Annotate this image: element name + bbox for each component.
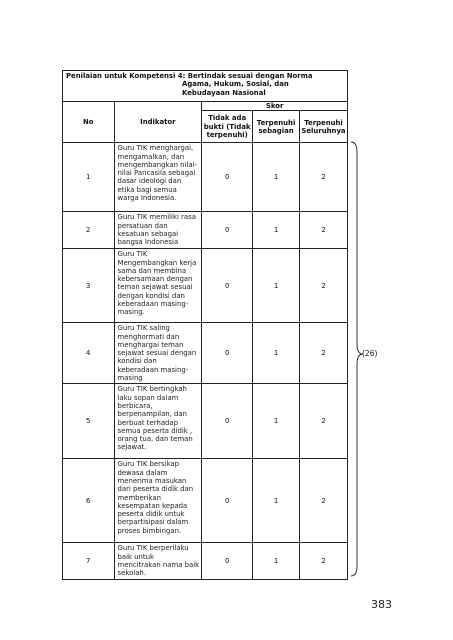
row-number: 7 — [63, 543, 115, 579]
row-score-0: 0 — [202, 249, 253, 323]
row-score-2: 2 — [300, 249, 348, 323]
row-number: 3 — [63, 249, 115, 323]
title-line-3: Kebudayaan Nasional — [182, 88, 266, 97]
total-score-label: (26) — [362, 349, 378, 358]
row-indicator: Guru TIK saling menghormati dan menghargai teman sejawat sesuai dengan kondisi dan keberadaan masing-masing — [114, 323, 202, 384]
row-score-2: 2 — [300, 212, 348, 249]
row-score-1: 1 — [253, 459, 300, 543]
row-score-2: 2 — [300, 543, 348, 579]
row-number: 1 — [63, 143, 115, 212]
table-row — [63, 212, 348, 249]
header-score-2: Terpenuhi Seluruhnya — [300, 111, 348, 143]
row-number: 2 — [63, 212, 115, 249]
row-score-1: 1 — [253, 543, 300, 579]
header-score-1: Terpenuhi sebagian — [253, 111, 300, 143]
row-score-0: 0 — [202, 543, 253, 579]
row-indicator: Guru TIK menghargai, mengamalkan, dan mengembangkan nilai-nilai Pancasila sebagai dasar ideologi dan etika bagi semua warga Indonesia. — [114, 143, 202, 212]
row-indicator: Guru TIK bersikap dewasa dalam menerima masukan dari peserta didik dan memberikan kesempatan kepada peserta didik untuk berpartisipasi dalam proses bimbingan. — [114, 459, 202, 543]
table-title — [63, 71, 348, 102]
row-number: 6 — [63, 459, 115, 543]
curly-brace-icon — [350, 140, 364, 580]
row-score-2: 2 — [300, 323, 348, 384]
row-score-1: 1 — [253, 212, 300, 249]
row-indicator: Guru TIK Mengembangkan kerja sama dan membina kebersamaan dengan teman sejawat sesuai dengan kondisi dan keberadaan masing-masing. — [114, 249, 202, 323]
table-row — [63, 323, 348, 384]
title-line-1: Penilaian untuk Kompetensi 4: Bertindak sesuai dengan Norma — [66, 72, 313, 80]
row-score-0: 0 — [202, 143, 253, 212]
row-score-1: 1 — [253, 249, 300, 323]
row-score-0: 0 — [202, 323, 253, 384]
header-skor: Skor — [202, 102, 348, 111]
row-score-2: 2 — [300, 384, 348, 459]
row-score-2: 2 — [300, 143, 348, 212]
row-number: 5 — [63, 384, 115, 459]
row-indicator: Guru TIK bertingkah laku sopan dalam berbicara, berpenampilan, dan berbuat terhadap semua peserta didik , orang tua, dan teman sejawat. — [114, 384, 202, 459]
row-score-1: 1 — [253, 143, 300, 212]
header-no: No — [63, 102, 115, 143]
row-score-1: 1 — [253, 323, 300, 384]
row-score-0: 0 — [202, 384, 253, 459]
title-line-2: Agama, Hukum, Sosial, dan — [182, 80, 289, 89]
header-score-0: Tidak ada bukti (Tidak terpenuhi) — [202, 111, 253, 143]
row-indicator: Guru TIK berperilaku baik untuk mencitrakan nama baik sekolah. — [114, 543, 202, 579]
table-row — [63, 459, 348, 543]
assessment-table — [62, 70, 348, 580]
row-indicator: Guru TIK memiliki rasa persatuan dan kesatuan sebagai bangsa Indonesia — [114, 212, 202, 249]
table-row — [63, 143, 348, 212]
header-indikator: Indikator — [114, 102, 202, 143]
row-score-2: 2 — [300, 459, 348, 543]
table-row — [63, 384, 348, 459]
row-score-0: 0 — [202, 459, 253, 543]
table-row — [63, 249, 348, 323]
table-row — [63, 543, 348, 579]
row-number: 4 — [63, 323, 115, 384]
page-number: 383 — [371, 598, 392, 611]
row-score-1: 1 — [253, 384, 300, 459]
row-score-0: 0 — [202, 212, 253, 249]
